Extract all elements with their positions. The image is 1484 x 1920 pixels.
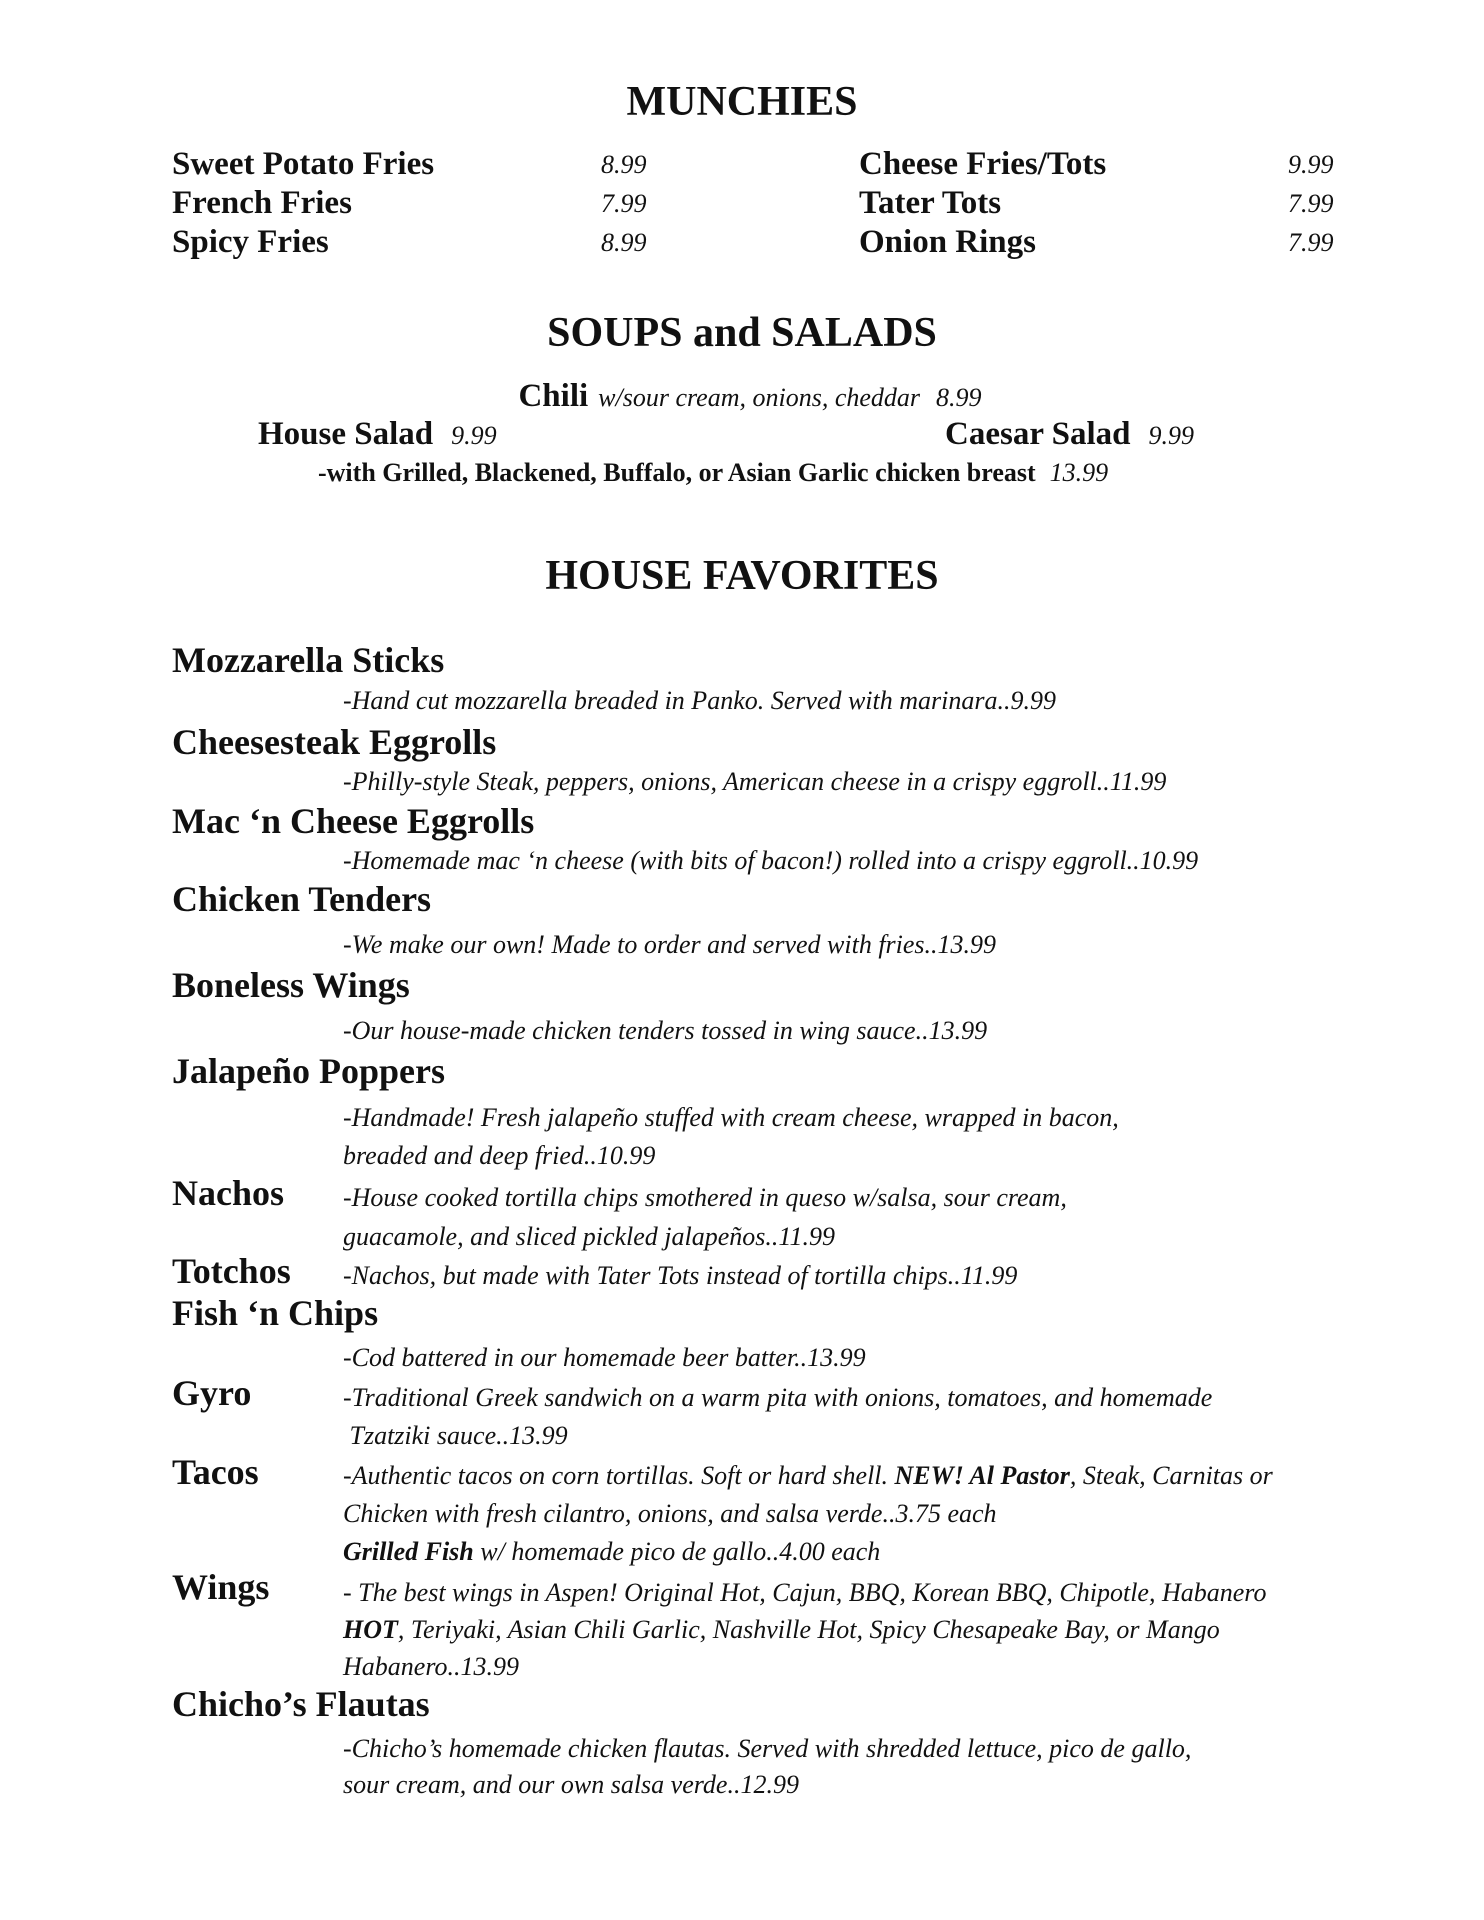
soups-salads-heading: SOUPS and SALADS	[547, 310, 937, 356]
house-salad-price: 9.99	[451, 421, 497, 450]
favorite-item-desc: -Hand cut mozzarella breaded in Panko. Served with marinara..9.99	[343, 686, 1056, 715]
favorite-item-desc: Chicken with fresh cilantro, onions, and salsa verde..3.75 each	[343, 1499, 997, 1528]
house-salad-line	[258, 416, 497, 453]
chili-desc: w/sour cream, onions, cheddar	[598, 383, 921, 412]
new-al-pastor-highlight: NEW! Al Pastor	[894, 1461, 1070, 1490]
menu-item-name: Tater Tots	[859, 185, 1002, 221]
caesar-salad-name: Caesar Salad	[945, 416, 1131, 452]
menu-item-price: 9.99	[1288, 150, 1334, 179]
favorite-item-desc: -House cooked tortilla chips smothered in queso w/salsa, sour cream,	[343, 1183, 1067, 1212]
favorite-item-desc: -Nachos, but made with Tater Tots instead of tortilla chips..11.99	[343, 1261, 1018, 1290]
favorite-item-name: Cheesesteak Eggrolls	[172, 722, 497, 762]
favorite-item-desc: -Philly-style Steak, peppers, onions, American cheese in a crispy eggroll..11.99	[343, 767, 1167, 796]
chicken-addon-price: 13.99	[1049, 458, 1109, 487]
favorite-item-name: Totchos	[172, 1251, 291, 1291]
favorite-item-name: Fish ‘n Chips	[172, 1293, 379, 1333]
favorite-item-name: Chicken Tenders	[172, 879, 432, 919]
favorite-item-name: Mozzarella Sticks	[172, 640, 445, 680]
munchies-heading: MUNCHIES	[626, 79, 858, 125]
menu-item-name: Sweet Potato Fries	[172, 146, 435, 182]
favorite-item-desc: breaded and deep fried..10.99	[343, 1141, 656, 1170]
menu-item-name: Onion Rings	[859, 224, 1036, 260]
menu-item-price: 7.99	[601, 189, 647, 218]
favorite-item-desc: guacamole, and sliced pickled jalapeños..11.99	[343, 1222, 835, 1251]
favorite-item-desc: sour cream, and our own salsa verde..12.99	[343, 1770, 799, 1799]
menu-item-price: 7.99	[1288, 189, 1334, 218]
caesar-salad-line	[945, 416, 1194, 453]
menu-item-name: Cheese Fries/Tots	[859, 146, 1107, 182]
favorite-item-desc: Habanero..13.99	[343, 1652, 519, 1681]
favorite-item-name: Chicho’s Flautas	[172, 1684, 430, 1724]
favorite-item-desc: -Cod battered in our homemade beer batter..13.99	[343, 1343, 866, 1372]
chili-price: 8.99	[936, 383, 982, 412]
favorite-item-desc: Tzatziki sauce..13.99	[343, 1421, 568, 1450]
hot-highlight: HOT	[343, 1615, 398, 1644]
favorite-item-name: Wings	[172, 1567, 270, 1607]
chili-line	[0, 378, 1484, 415]
favorite-item-name: Tacos	[172, 1452, 259, 1492]
chicken-addon-text: -with Grilled, Blackened, Buffalo, or Asian Garlic chicken breast	[318, 458, 1036, 487]
house-salad-name: House Salad	[258, 416, 434, 452]
favorite-item-desc: -We make our own! Made to order and served with fries..13.99	[343, 930, 997, 959]
house-favorites-heading: HOUSE FAVORITES	[545, 553, 939, 599]
chicken-addon-line	[318, 458, 1108, 488]
menu-item-price: 8.99	[601, 150, 647, 179]
favorite-item-name: Boneless Wings	[172, 965, 410, 1005]
favorite-item-name: Gyro	[172, 1373, 252, 1413]
grilled-fish-highlight: Grilled Fish	[343, 1537, 474, 1566]
favorite-item-desc: -Handmade! Fresh jalapeño stuffed with cream cheese, wrapped in bacon,	[343, 1103, 1119, 1132]
favorite-item-desc: HOT, Teriyaki, Asian Chili Garlic, Nashville Hot, Spicy Chesapeake Bay, or Mango	[343, 1615, 1220, 1644]
favorite-item-desc: -Traditional Greek sandwich on a warm pita with onions, tomatoes, and homemade	[343, 1383, 1213, 1412]
favorite-item-desc: -Our house-made chicken tenders tossed in wing sauce..13.99	[343, 1016, 988, 1045]
favorite-item-name: Nachos	[172, 1173, 285, 1213]
caesar-salad-price: 9.99	[1148, 421, 1194, 450]
menu-item-price: 7.99	[1288, 228, 1334, 257]
favorite-item-desc: -Homemade mac ‘n cheese (with bits of bacon!) rolled into a crispy eggroll..10.99	[343, 846, 1199, 875]
favorite-item-desc: -Chicho’s homemade chicken flautas. Served with shredded lettuce, pico de gallo,	[343, 1734, 1192, 1763]
favorite-item-desc: - The best wings in Aspen! Original Hot, Cajun, BBQ, Korean BBQ, Chipotle, Habanero	[343, 1578, 1267, 1607]
favorite-item-name: Mac ‘n Cheese Eggrolls	[172, 801, 535, 841]
menu-item-name: Spicy Fries	[172, 224, 329, 260]
favorite-item-name: Jalapeño Poppers	[172, 1051, 446, 1091]
favorite-item-desc: -Authentic tacos on corn tortillas. Soft or hard shell. NEW! Al Pastor, Steak, Carnitas or	[343, 1461, 1273, 1490]
menu-item-name: French Fries	[172, 185, 352, 221]
menu-item-price: 8.99	[601, 228, 647, 257]
chili-name: Chili	[518, 378, 589, 414]
favorite-item-desc: Grilled Fish w/ homemade pico de gallo..4.00 each	[343, 1537, 881, 1566]
